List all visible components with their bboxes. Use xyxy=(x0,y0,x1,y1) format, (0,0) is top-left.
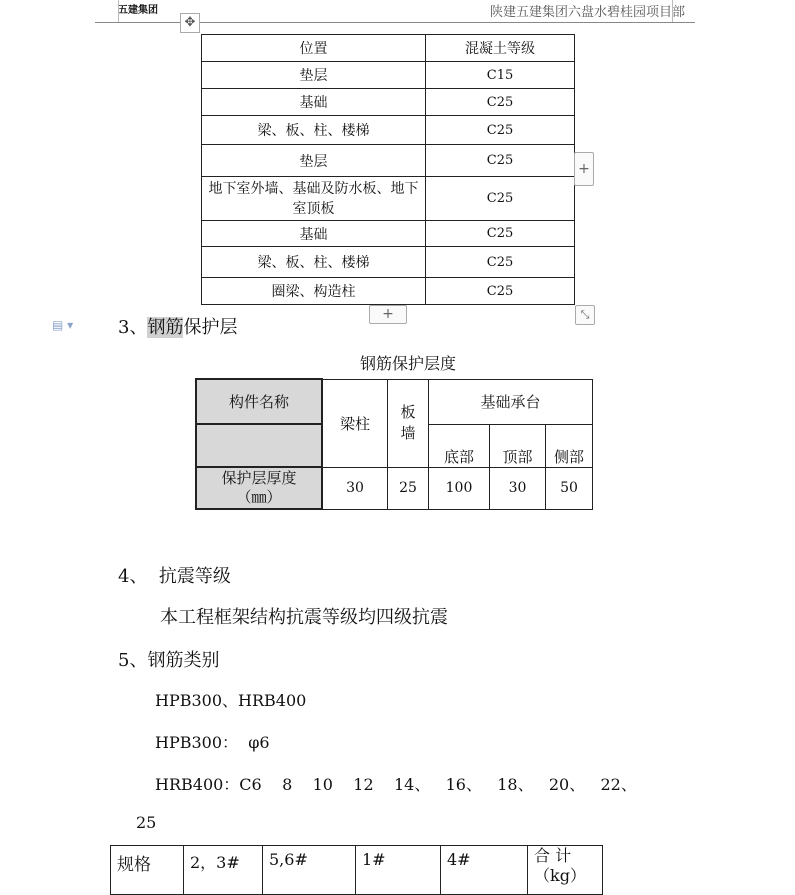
cell-grade: C15 xyxy=(426,62,575,89)
cell-grade: C25 xyxy=(426,221,575,247)
header-member-name: 构件名称 xyxy=(196,379,322,424)
header-beam-column: 梁柱 xyxy=(322,379,388,467)
cell-location: 梁、板、柱、楼梯 xyxy=(202,247,426,278)
cell-grade: C25 xyxy=(426,116,575,145)
header-spec: 规格 xyxy=(111,846,184,895)
header-bottom: 底部 xyxy=(429,424,490,467)
header-bldg-2-3: 2，3# xyxy=(184,846,263,895)
table-caption: 钢筋保护层度 xyxy=(360,354,457,373)
cell-location: 垫层 xyxy=(202,145,426,177)
table-row xyxy=(202,278,575,305)
table-row xyxy=(202,116,575,145)
table-row xyxy=(202,247,575,278)
header-project: 陕建五建集团六盘水碧桂园项目部 xyxy=(490,5,686,20)
cell-location: 梁、板、柱、楼梯 xyxy=(202,116,426,145)
header-foundation-cap: 基础承台 xyxy=(429,379,593,424)
add-column-button[interactable]: + xyxy=(574,152,594,186)
section-3-prefix: 3、 xyxy=(118,317,148,338)
header-total: 合 计（kg） xyxy=(528,846,603,895)
concrete-grade-table xyxy=(201,34,575,305)
cell-location: 地下室外墙、基础及防水板、地下室顶板 xyxy=(202,177,426,221)
section-3-rest: 保护层 xyxy=(183,317,238,338)
cell-grade: C25 xyxy=(426,278,575,305)
header-bldg-1: 1# xyxy=(356,846,441,895)
table-move-icon[interactable]: ✥ xyxy=(180,13,200,33)
header-location: 位置 xyxy=(202,35,426,62)
section-4-body: 本工程框架结构抗震等级均四级抗震 xyxy=(160,607,448,628)
row-cover-thickness: 保护层厚度（㎜） xyxy=(196,467,322,509)
header-bldg-4: 4# xyxy=(441,846,528,895)
table-row xyxy=(202,145,575,177)
header-bldg-5-6: 5,6# xyxy=(263,846,356,895)
selected-text[interactable]: 钢筋 xyxy=(147,317,184,338)
rebar-cover-table xyxy=(195,378,593,510)
table-row xyxy=(202,62,575,89)
header-top: 顶部 xyxy=(490,424,546,467)
section-3-heading[interactable] xyxy=(118,313,237,339)
paragraph-menu-icon[interactable]: ▤ ▾ xyxy=(52,318,74,332)
cell-value: 100 xyxy=(429,467,490,509)
header-slab-wall: 板墙 xyxy=(388,379,429,467)
cell-value: 30 xyxy=(490,467,546,509)
cell-value: 50 xyxy=(546,467,593,509)
cell-grade: C25 xyxy=(426,247,575,278)
cell-location: 基础 xyxy=(202,89,426,116)
cell-value: 25 xyxy=(388,467,429,509)
section-4-heading: 4、 抗震等级 xyxy=(118,566,231,587)
table-row xyxy=(202,89,575,116)
section-5-heading: 5、钢筋类别 xyxy=(118,650,220,671)
rebar-types-line: HPB300、HRB400 xyxy=(155,691,307,710)
cell-value: 30 xyxy=(322,467,388,509)
crop-mark-right xyxy=(672,0,695,22)
hrb400-line: HRB400：C6 8 10 12 14、 16、 18、 20、 22、 xyxy=(155,775,637,794)
header-grade: 混凝土等级 xyxy=(426,35,575,62)
cell-location: 基础 xyxy=(202,221,426,247)
cell-location: 垫层 xyxy=(202,62,426,89)
header-company: 五建集团 xyxy=(118,5,158,16)
table-row xyxy=(202,221,575,247)
header-blank-cell xyxy=(196,424,322,467)
add-row-button[interactable]: + xyxy=(369,305,407,324)
cell-grade: C25 xyxy=(426,145,575,177)
table-resize-icon[interactable]: ⤡ xyxy=(575,305,595,325)
rebar-quantity-table xyxy=(110,845,603,895)
cell-location: 圈梁、构造柱 xyxy=(202,278,426,305)
hpb300-line: HPB300： φ6 xyxy=(155,733,270,752)
cell-grade: C25 xyxy=(426,177,575,221)
crop-mark-left xyxy=(96,0,119,22)
table-row xyxy=(202,177,575,221)
table-header-row xyxy=(202,35,575,62)
header-side: 侧部 xyxy=(546,424,593,467)
cell-grade: C25 xyxy=(426,89,575,116)
hrb400-line-cont: 25 xyxy=(136,813,157,832)
